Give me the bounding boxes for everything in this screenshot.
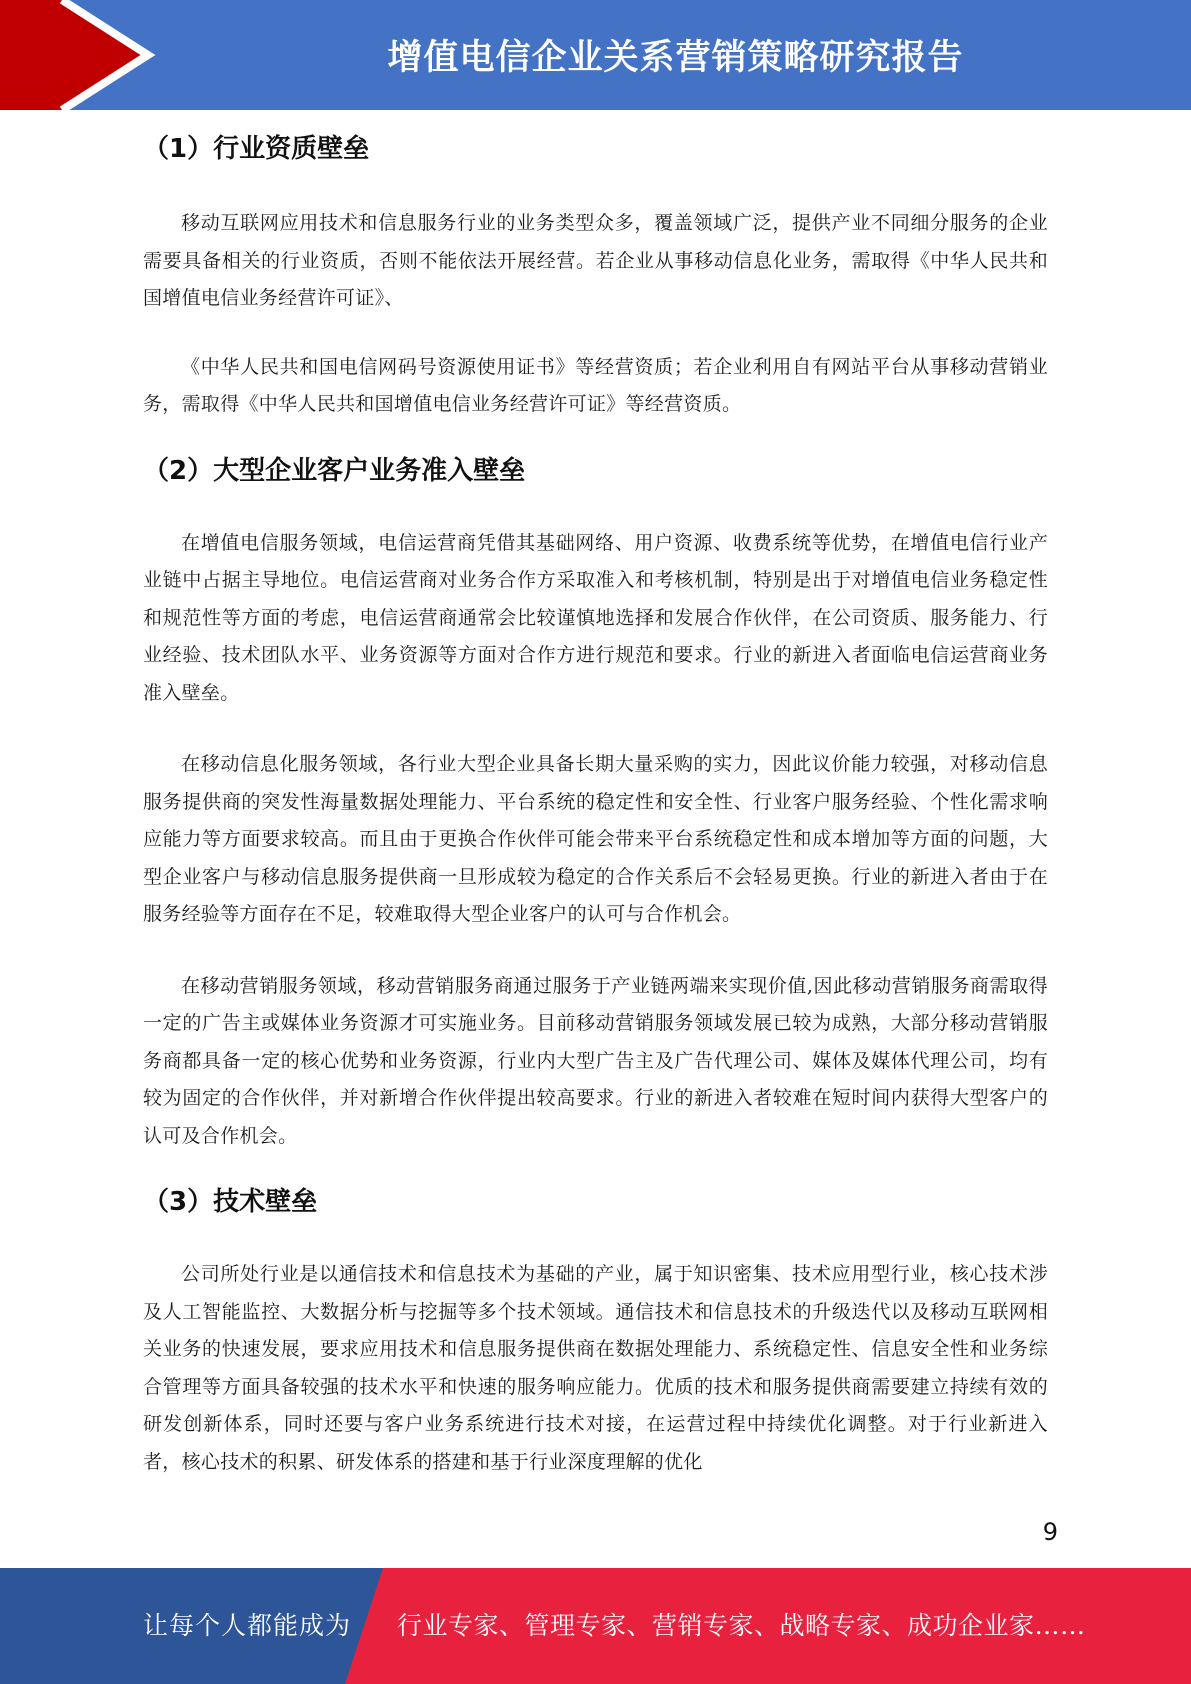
footer-slogan-left: 让每个人都能成为 bbox=[143, 1611, 352, 1640]
paragraph: 在移动营销服务领域，移动营销服务商通过服务于产业链两端来实现价值,因此移动营销服务商需取得一定的广告主或媒体业务资源才可实施业务。目前移动营销服务领域发展已较为成熟，大部分移动营销服务商都具备一定的核心优势和业务资源，行业内大型广告主及广告代理公司、媒体及媒体代理公司，均有较为固定的合作伙伴，并对新增合作伙伴提出较高要求。行业的新进入者较难在短时间内获得大型客户的认可及合作机会。 bbox=[143, 974, 1048, 1147]
header-bar bbox=[0, 0, 1191, 110]
paragraph: 《中华人民共和国电信网码号资源使用证书》等经营资质；若企业利用自有网站平台从事移动营销业务，需取得《中华人民共和国增值电信业务经营许可证》等经营资质。 bbox=[143, 355, 1048, 415]
section-heading: （3）技术壁垒 bbox=[143, 1187, 318, 1217]
footer-slogan-right: 行业专家、管理专家、营销专家、战略专家、成功企业家…… bbox=[397, 1611, 1086, 1640]
footer-banner bbox=[0, 1568, 1191, 1684]
paragraph: 公司所处行业是以通信技术和信息技术为基础的产业，属于知识密集、技术应用型行业，核心技术涉及人工智能监控、大数据分析与挖掘等多个技术领域。通信技术和信息技术的升级迭代以及移动互联网相关业务的快速发展，要求应用技术和信息服务提供商在数据处理能力、系统稳定性、信息安全性和业务综合管理等方面具备较强的技术水平和快速的服务响应能力。优质的技术和服务提供商需要建立持续有效的研发创新体系，同时还要与客户业务系统进行技术对接，在运营过程中持续优化调整。对于行业新进入者，核心技术的积累、研发体系的搭建和基于行业深度理解的优化 bbox=[143, 1263, 1048, 1473]
document-title: 增值电信企业关系营销策略研究报告 bbox=[387, 38, 964, 78]
section-heading: （2）大型企业客户业务准入壁垒 bbox=[143, 455, 526, 486]
page-content bbox=[143, 120, 1048, 1481]
paragraph: 在移动信息化服务领域，各行业大型企业具备长期大量采购的实力，因此议价能力较强，对移动信息服务提供商的突发性海量数据处理能力、平台系统的稳定性和安全性、行业客户服务经验、个性化需求响应能力等方面要求较高。而且由于更换合作伙伴可能会带来平台系统稳定性和成本增加等方面的问题，大型企业客户与移动信息服务提供商一旦形成较为稳定的合作关系后不会轻易更换。行业的新进入者由于在服务经验等方面存在不足，较难取得大型企业客户的认可与合作机会。 bbox=[143, 753, 1048, 925]
section-heading: （1）行业资质壁垒 bbox=[143, 134, 370, 164]
page-number: 9 bbox=[1042, 1518, 1058, 1546]
header-arrow-icon bbox=[0, 0, 160, 110]
paragraph: 在增值电信服务领域，电信运营商凭借其基础网络、用户资源、收费系统等优势，在增值电信行业产业链中占据主导地位。电信运营商对业务合作方采取准入和考核机制，特别是出于对增值电信业务稳定性和规范性等方面的考虑，电信运营商通常会比较谨慎地选择和发展合作伙伴，在公司资质、服务能力、行业经验、技术团队水平、业务资源等方面对合作方进行规范和要求。行业的新进入者面临电信运营商业务准入壁垒。 bbox=[143, 531, 1048, 704]
paragraph: 移动互联网应用技术和信息服务行业的业务类型众多，覆盖领域广泛，提供产业不同细分服务的企业需要具备相关的行业资质，否则不能依法开展经营。若企业从事移动信息化业务，需取得《中华人民共和国增值电信业务经营许可证》、 bbox=[143, 212, 1048, 309]
